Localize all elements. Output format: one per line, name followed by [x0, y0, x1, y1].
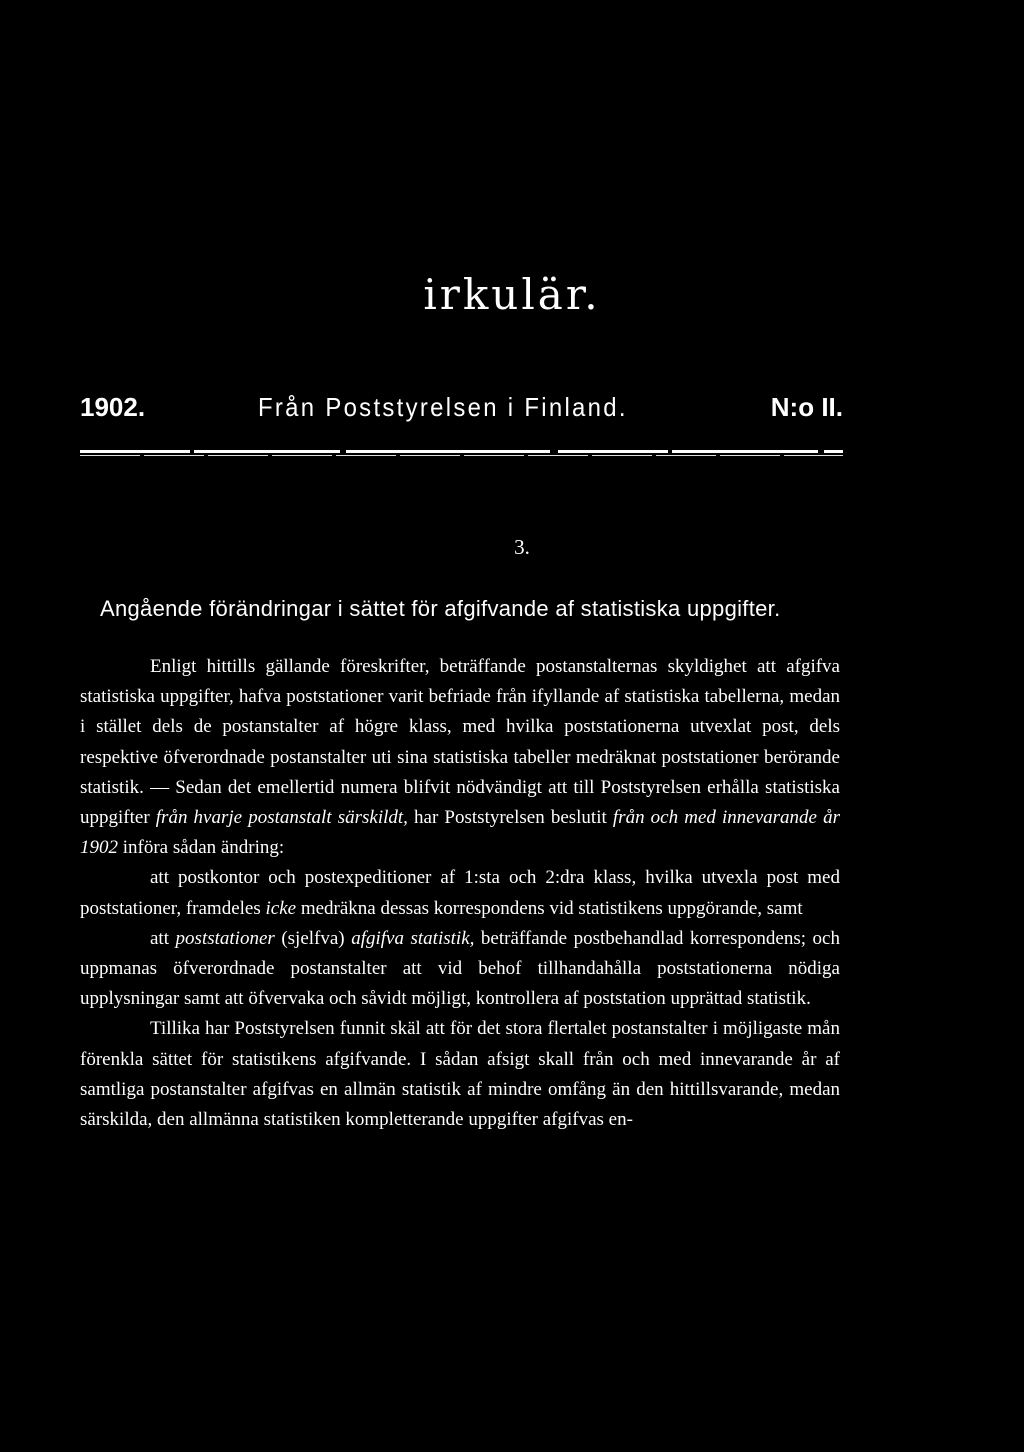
clause2-text-c: (sjelfva) — [274, 927, 352, 949]
paragraph-1 — [80, 652, 840, 863]
clause2-italic-d: afgifva statistik, — [351, 927, 475, 949]
header-rule-thin — [80, 455, 843, 456]
circular-title: irkulär. — [423, 270, 601, 319]
clause1-italic: icke — [265, 897, 297, 919]
p1-italic-b: från hvarje postanstalt särskildt, — [155, 807, 408, 829]
clause2-italic-b: poststationer — [175, 927, 275, 949]
header-year: 1902. — [80, 392, 146, 422]
p1-italic-d: från och med innevarande år 1902 — [80, 807, 840, 859]
header-number: N:o II. — [770, 392, 843, 422]
clause2-text-e: beträffande postbehandlad korrespondens; och uppmanas öfverordnade postanstalter att vid behof tillhandahålla poststationerna nödiga upplysningar samt att öfvervaka och såvidt möjligt, kontrollera af poststation upprättad statistik. — [80, 927, 840, 1010]
body-text — [80, 652, 840, 1135]
clause1-text: att postkontor och postexpeditioner af 1:sta och 2:dra klass, hvilka utvexla post med poststationer, framdeles — [80, 867, 840, 919]
subject-heading: Angående förändringar i sättet för afgifvande af statistiska uppgifter. — [100, 596, 781, 621]
document-header — [80, 392, 843, 428]
header-issuer: Från Poststyrelsen i Finland. — [258, 392, 628, 422]
item-number: 3. — [514, 535, 530, 559]
p1-text-e: införa sådan ändring: — [118, 837, 285, 859]
paragraph-2: Tillika har Poststyrelsen funnit skäl att för det stora flertalet postanstalter i möjligaste mån förenkla sättet för statistikens afgifvande. I sådan afsigt skall från och med innevarande år af samtliga postanstalter afgifvas en allmän statistik af mindre omfång än den hittillsvarande, medan särskilda, den allmänna statistiken kompletterande uppgifter afgifvas en- — [80, 1018, 840, 1131]
p1-text-c: har Poststyrelsen beslutit — [407, 807, 613, 829]
clause2-text-a: att — [150, 927, 176, 949]
header-rule — [80, 450, 843, 453]
p1-text-a: Enligt hittills gällande föreskrifter, beträffande postanstalternas skyldighet att afgifva statistiska uppgifter, hafva poststationer varit befriade från ifyllande af statistiska tabellerna, medan i stället dels de postanstalter af högre klass, med hvilka poststationerna utvexlat post, dels respektive öfverordnade postanstalter uti sina statistiska tabeller medräknat poststationer berörande statistik. — Sedan det emellertid numera blifvit nödvändigt att till Poststyrelsen erhålla statistiska uppgifter — [80, 656, 840, 829]
clause-1 — [80, 863, 840, 923]
clause1-end: medräkna dessas korrespondens vid statistikens uppgörande, samt — [296, 897, 803, 919]
clause-2 — [80, 924, 840, 1015]
